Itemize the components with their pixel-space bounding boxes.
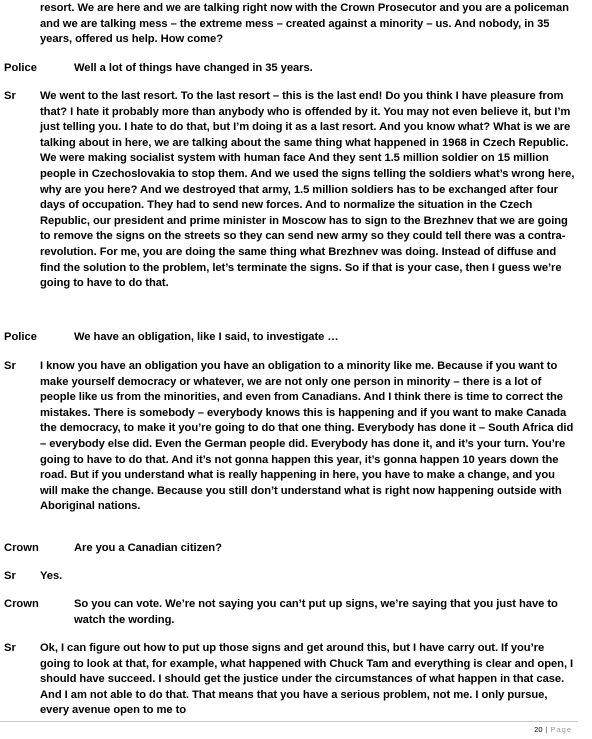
entry-text: So you can vote. We’re not saying you can’t put up signs, we’re saying that you just have to watch the wording. (74, 598, 558, 626)
footer-divider (0, 721, 578, 722)
page-word: Page (550, 725, 572, 734)
page-footer (534, 725, 572, 735)
entry-text: Ok, I can figure out how to put up those signs and get around this, but I have carry out. If you’re going to look at that, for example, what happened with Chuck Tam and everything is clear and open, I should have succeed. I should get the justice under the circumstances of what happen in that case. And I am not able to do that. That means that you have a serious problem, not me. I only pursue, every avenue open to me to (40, 642, 574, 717)
entry-text: We have an obligation, like I said, to investigate … (74, 331, 339, 343)
footer-separator: | (545, 725, 548, 734)
entry-text: We went to the last resort. To the last resort – this is the last end! Do you think I have pleasure from that? I hate it probably more than anybody who is offended by it. You may not even believe it, but I’m just telling you. I hate to do that, but I’m doing it as a last resort. And you know what? What is we are talking about in here, we are talking about the same thing what happened in 1968 in Czech Republic. We were making socialist system with human face And they sent 1.5 million soldier on 15 million people in Czechoslovakia to stop them. And we used the signs telling the soldiers what’s wrong here, why are you here? And we destroyed that army, 1.5 million soldiers has to be exchanged after four days of occupation. They had to send new forces. And to normalize the situation in the Czech Republic, our president and prime minister in Moscow has to sign to the Brezhnev that we are going to remove the signs on the streets so they can send new army so they could tell there was a contra-revolution. For me, you are doing the same thing what Brezhnev was doing. Instead of diffuse and find the solution to the problem, let’s terminate the signs. So if that is your case, then I guess we’re going to have to do that. (40, 90, 575, 290)
entry-text: Well a lot of things have changed in 35 years. (74, 62, 313, 74)
speaker-label: Sr (4, 90, 16, 102)
speaker-label: Crown (4, 542, 39, 554)
page-number: 20 (534, 725, 543, 734)
speaker-label: Sr (4, 642, 16, 654)
speaker-label: Sr (4, 360, 16, 372)
entry-text: Yes. (40, 570, 63, 582)
entry-text: I know you have an obligation you have an obligation to a minority like me. Because if you want to make yourself democracy or whatever, we are not only one person in minority – there is a lot of people like us from the minorities, and even from Canadians. And I think there is time to correct the mistakes. There is somebody – everybody knows this is happening and if you want to make Canada the democracy, to make it you’re going to do that one thing. Everybody has done it – South Africa did – everybody else did. Even the German people did. Everybody has done it, and it’s your turn. You’re going to have to do that. And it’s not gonna happen this year, it’s gonna happen 10 years down the road. But if you understand what is really happening in here, you have to make a change, and you will make the change. Because you still don’t understand what is right now happening outside with Aboriginal nations. (40, 360, 574, 513)
speaker-label: Police (4, 331, 37, 343)
speaker-label: Police (4, 62, 37, 74)
speaker-label: Crown (4, 598, 39, 610)
entry-text: resort. We are here and we are talking right now with the Crown Prosecutor and you are a policeman and we are talking mess – the extreme mess – created against a minority – us. And nobody, in 35 years, offered us help. How come? (40, 2, 569, 46)
entry-text: Are you a Canadian citizen? (74, 542, 222, 554)
speaker-label: Sr (4, 570, 16, 582)
